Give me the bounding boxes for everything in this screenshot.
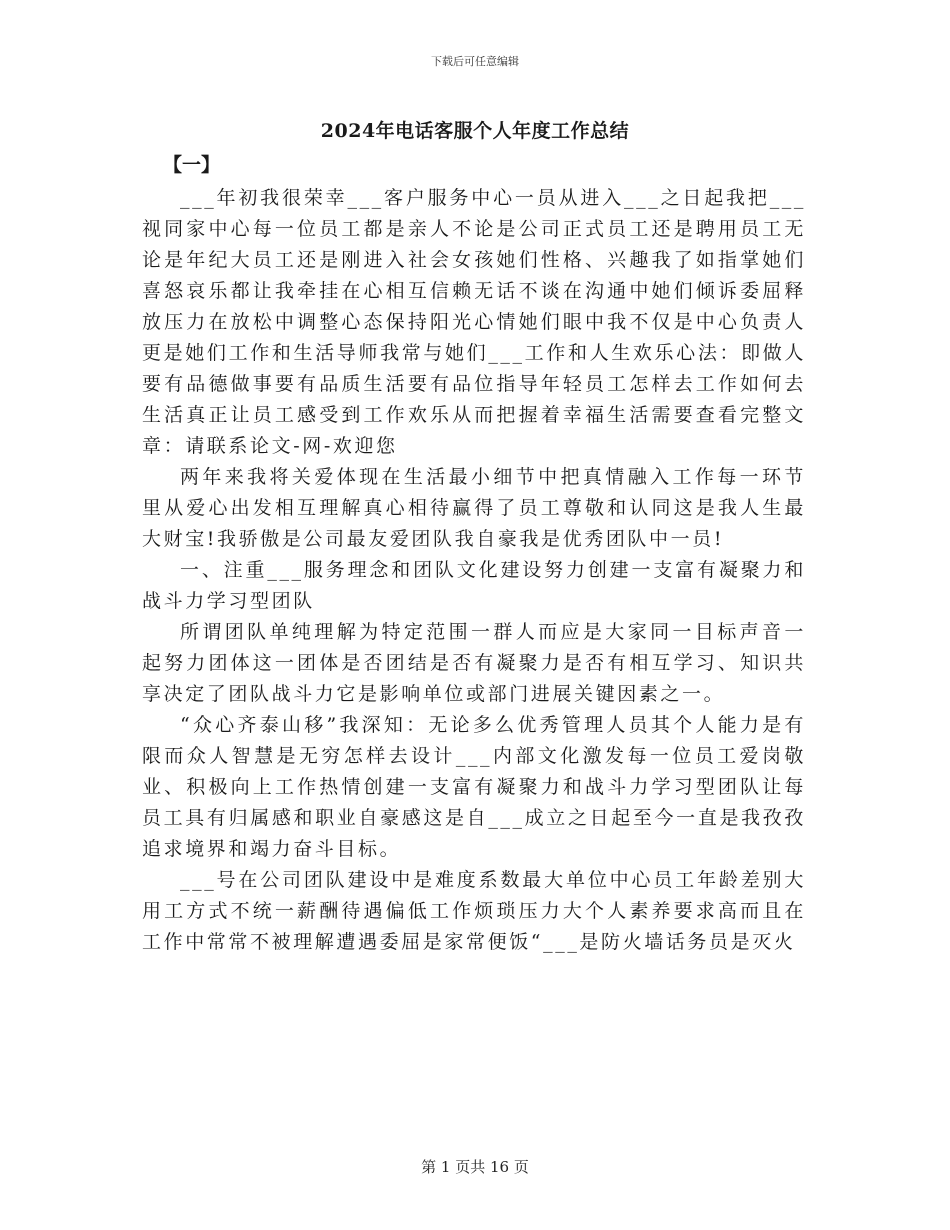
section-marker: 【一】 [163, 154, 221, 176]
document-body [142, 183, 806, 958]
paragraph: 两年来我将关爱体现在生活最小细节中把真情融入工作每一环节里从爱心出发相互理解真心相待赢得了员工尊敬和认同这是我人生最大财宝!我骄傲是公司最友爱团队我自豪我是优秀团队中一员! [142, 466, 806, 550]
page-number-footer: 第 1 页共 16 页 [421, 1158, 529, 1176]
paragraph: 所谓团队单纯理解为特定范围一群人而应是大家同一目标声音一起努力团体这一团体是否团结是否有凝聚力是否有相互学习、知识共享决定了团队战斗力它是影响单位或部门进展关键因素之一。 [142, 621, 806, 705]
section-heading: 一、注重___服务理念和团队文化建设努力创建一支富有凝聚力和战斗力学习型团队 [142, 559, 806, 612]
paragraph: “众心齐泰山移”我深知：无论多么优秀管理人员其个人能力是有限而众人智慧是无穷怎样去设计___内部文化激发每一位员工爱岗敬业、积极向上工作热情创建一支富有凝聚力和战斗力学习型团队让每员工具有归属感和职业自豪感这是自___成立之日起至今一直是我孜孜追求境界和竭力奋斗目标。 [142, 714, 806, 860]
header-note: 下载后可任意编辑 [431, 55, 519, 68]
document-title: 2024年电话客服个人年度工作总结 [320, 120, 630, 142]
paragraph: ___号在公司团队建设中是难度系数最大单位中心员工年龄差别大用工方式不统一薪酬待遇偏低工作烦琐压力大个人素养要求高而且在工作中常常不被理解遭遇委屈是家常便饭“___是防火墙话务员是灭火 [142, 869, 806, 953]
paragraph: ___年初我很荣幸___客户服务中心一员从进入___之日起我把___视同家中心每一位员工都是亲人不论是公司正式员工还是聘用员工无论是年纪大员工还是刚进入社会女孩她们性格、兴趣我了如指掌她们喜怒哀乐都让我牵挂在心相互信赖无话不谈在沟通中她们倾诉委屈释放压力在放松中调整心态保持阳光心情她们眼中我不仅是中心负责人更是她们工作和生活导师我常与她们___工作和人生欢乐心法：即做人要有品德做事要有品质生活要有品位指导年轻员工怎样去工作如何去生活真正让员工感受到工作欢乐从而把握着幸福生活需要查看完整文章：请联系论文-网-欢迎您 [142, 187, 806, 457]
